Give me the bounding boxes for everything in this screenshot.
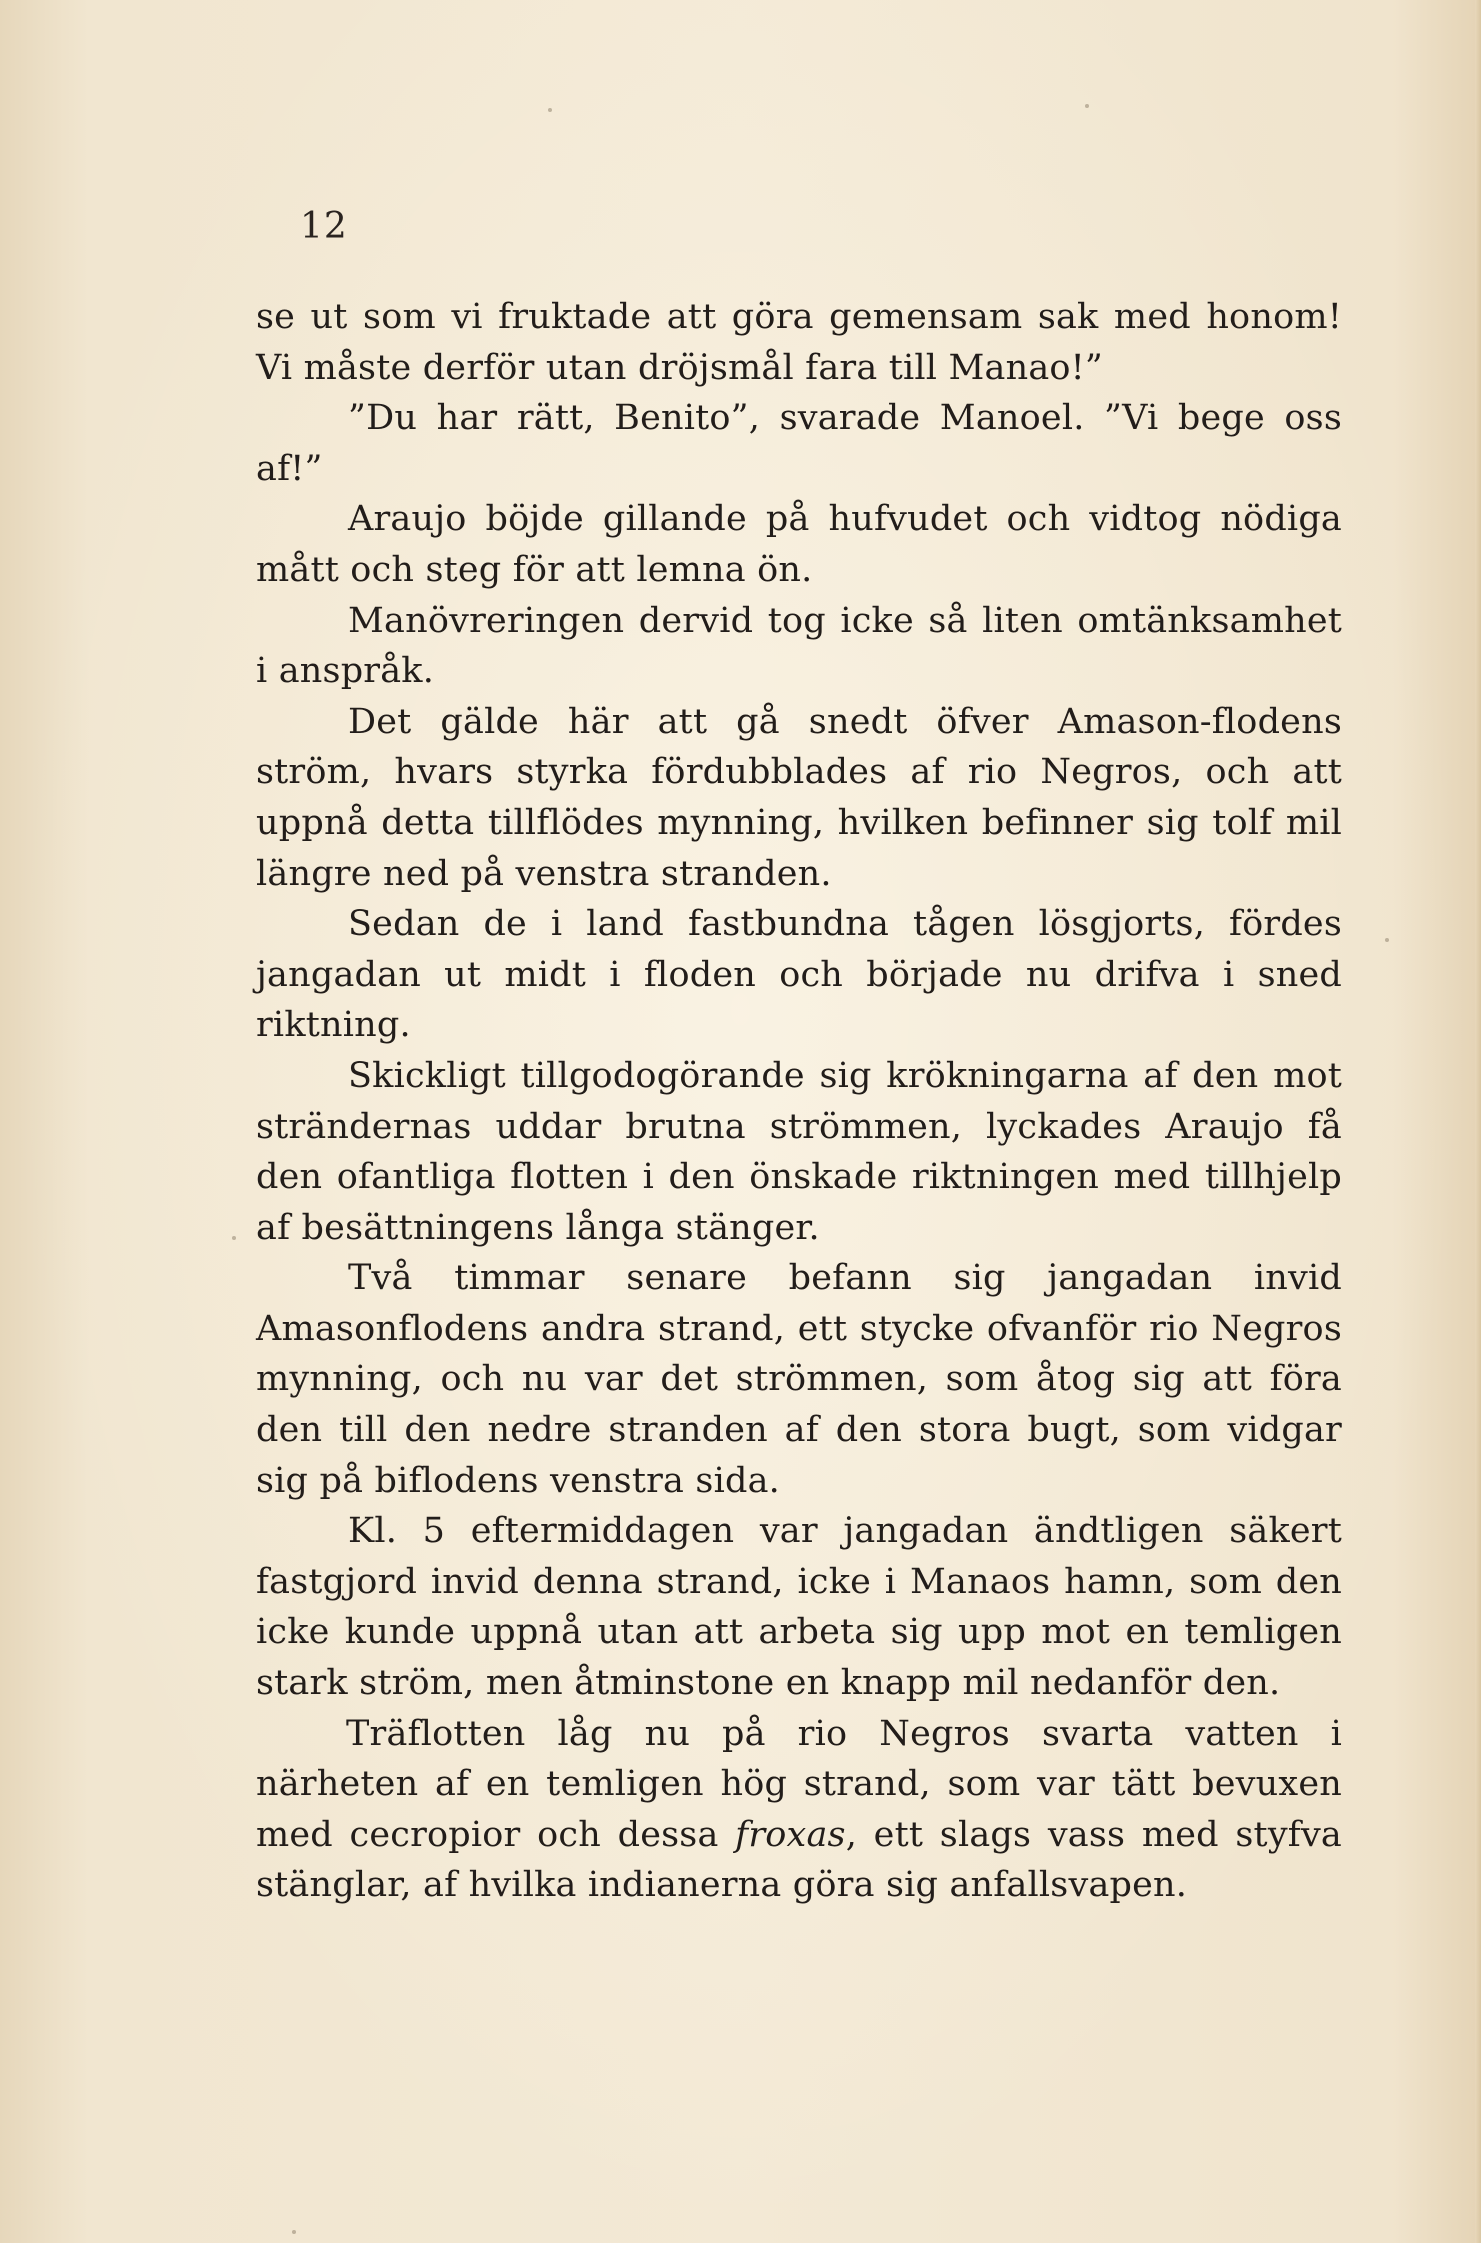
paragraph: Araujo böjde gillande på hufvudet och vidtog nödiga mått och steg för att lemna ön. xyxy=(256,499,1342,590)
page-number: 12 xyxy=(300,206,348,247)
paragraph: Skickligt tillgodogörande sig krökningarna af den mot strändernas uddar brutna strömmen, lyckades Araujo få den ofantliga flotten i den önskade riktningen med tillhjelp af besättningens långa stänger. xyxy=(256,1055,1342,1248)
paragraph: Manövreringen dervid tog icke så liten omtänksamhet i anspråk. xyxy=(256,600,1342,692)
paragraph: se ut som vi fruktade att göra gemensam sak med honom! Vi måste derför utan dröjsmål fara till Manao!” xyxy=(256,297,1342,388)
paper-speck xyxy=(1085,104,1089,108)
paper-speck xyxy=(232,1236,236,1240)
paper-speck xyxy=(1385,938,1389,942)
paragraph: ”Du har rätt, Benito”, svarade Manoel. ”Vi bege oss af!” xyxy=(256,398,1342,489)
paragraph-text: Träflotten låg nu på rio Negros svarta vatten i närheten af en temligen hög strand, som var tätt bevuxen med cecropior och dessa xyxy=(256,1713,1342,1855)
paper-speck xyxy=(548,108,552,112)
page-edge xyxy=(1475,0,1481,2243)
italic-term: froxas xyxy=(735,1814,846,1855)
paragraph: Det gälde här att gå snedt öfver Amason-flodens ström, hvars styrka fördubblades af rio Negros, och att uppnå detta tillflödes mynning, hvilken befinner sig tolf mil längre ned på venstra stranden. xyxy=(256,701,1342,894)
paragraph: Kl. 5 eftermiddagen var jangadan ändtligen säkert fastgjord invid denna strand, icke i Manaos hamn, som den icke kunde uppnå utan att arbeta sig upp mot en temligen stark ström, men åtminstone en knapp mil nedanför den. xyxy=(256,1511,1342,1704)
paragraph: Två timmar senare befann sig jangadan invid Amasonflodens andra strand, ett stycke ofvanför rio Negros mynning, och nu var det strömmen, som åtog sig att föra den till den nedre stranden af den stora bugt, som vidgar sig på biflodens venstra sida. xyxy=(256,1258,1342,1501)
body-text xyxy=(256,292,1342,1911)
paper-speck xyxy=(292,2230,296,2234)
paragraph-text: , ett slags vass med styfva stänglar, af hvilka indianerna göra sig anfallsvapen. xyxy=(256,1814,1342,1906)
paragraph-last xyxy=(256,1709,1342,1911)
paragraph: Sedan de i land fastbundna tågen lösgjorts, fördes jangadan ut midt i floden och började nu drifva i sned riktning. xyxy=(256,904,1342,1046)
